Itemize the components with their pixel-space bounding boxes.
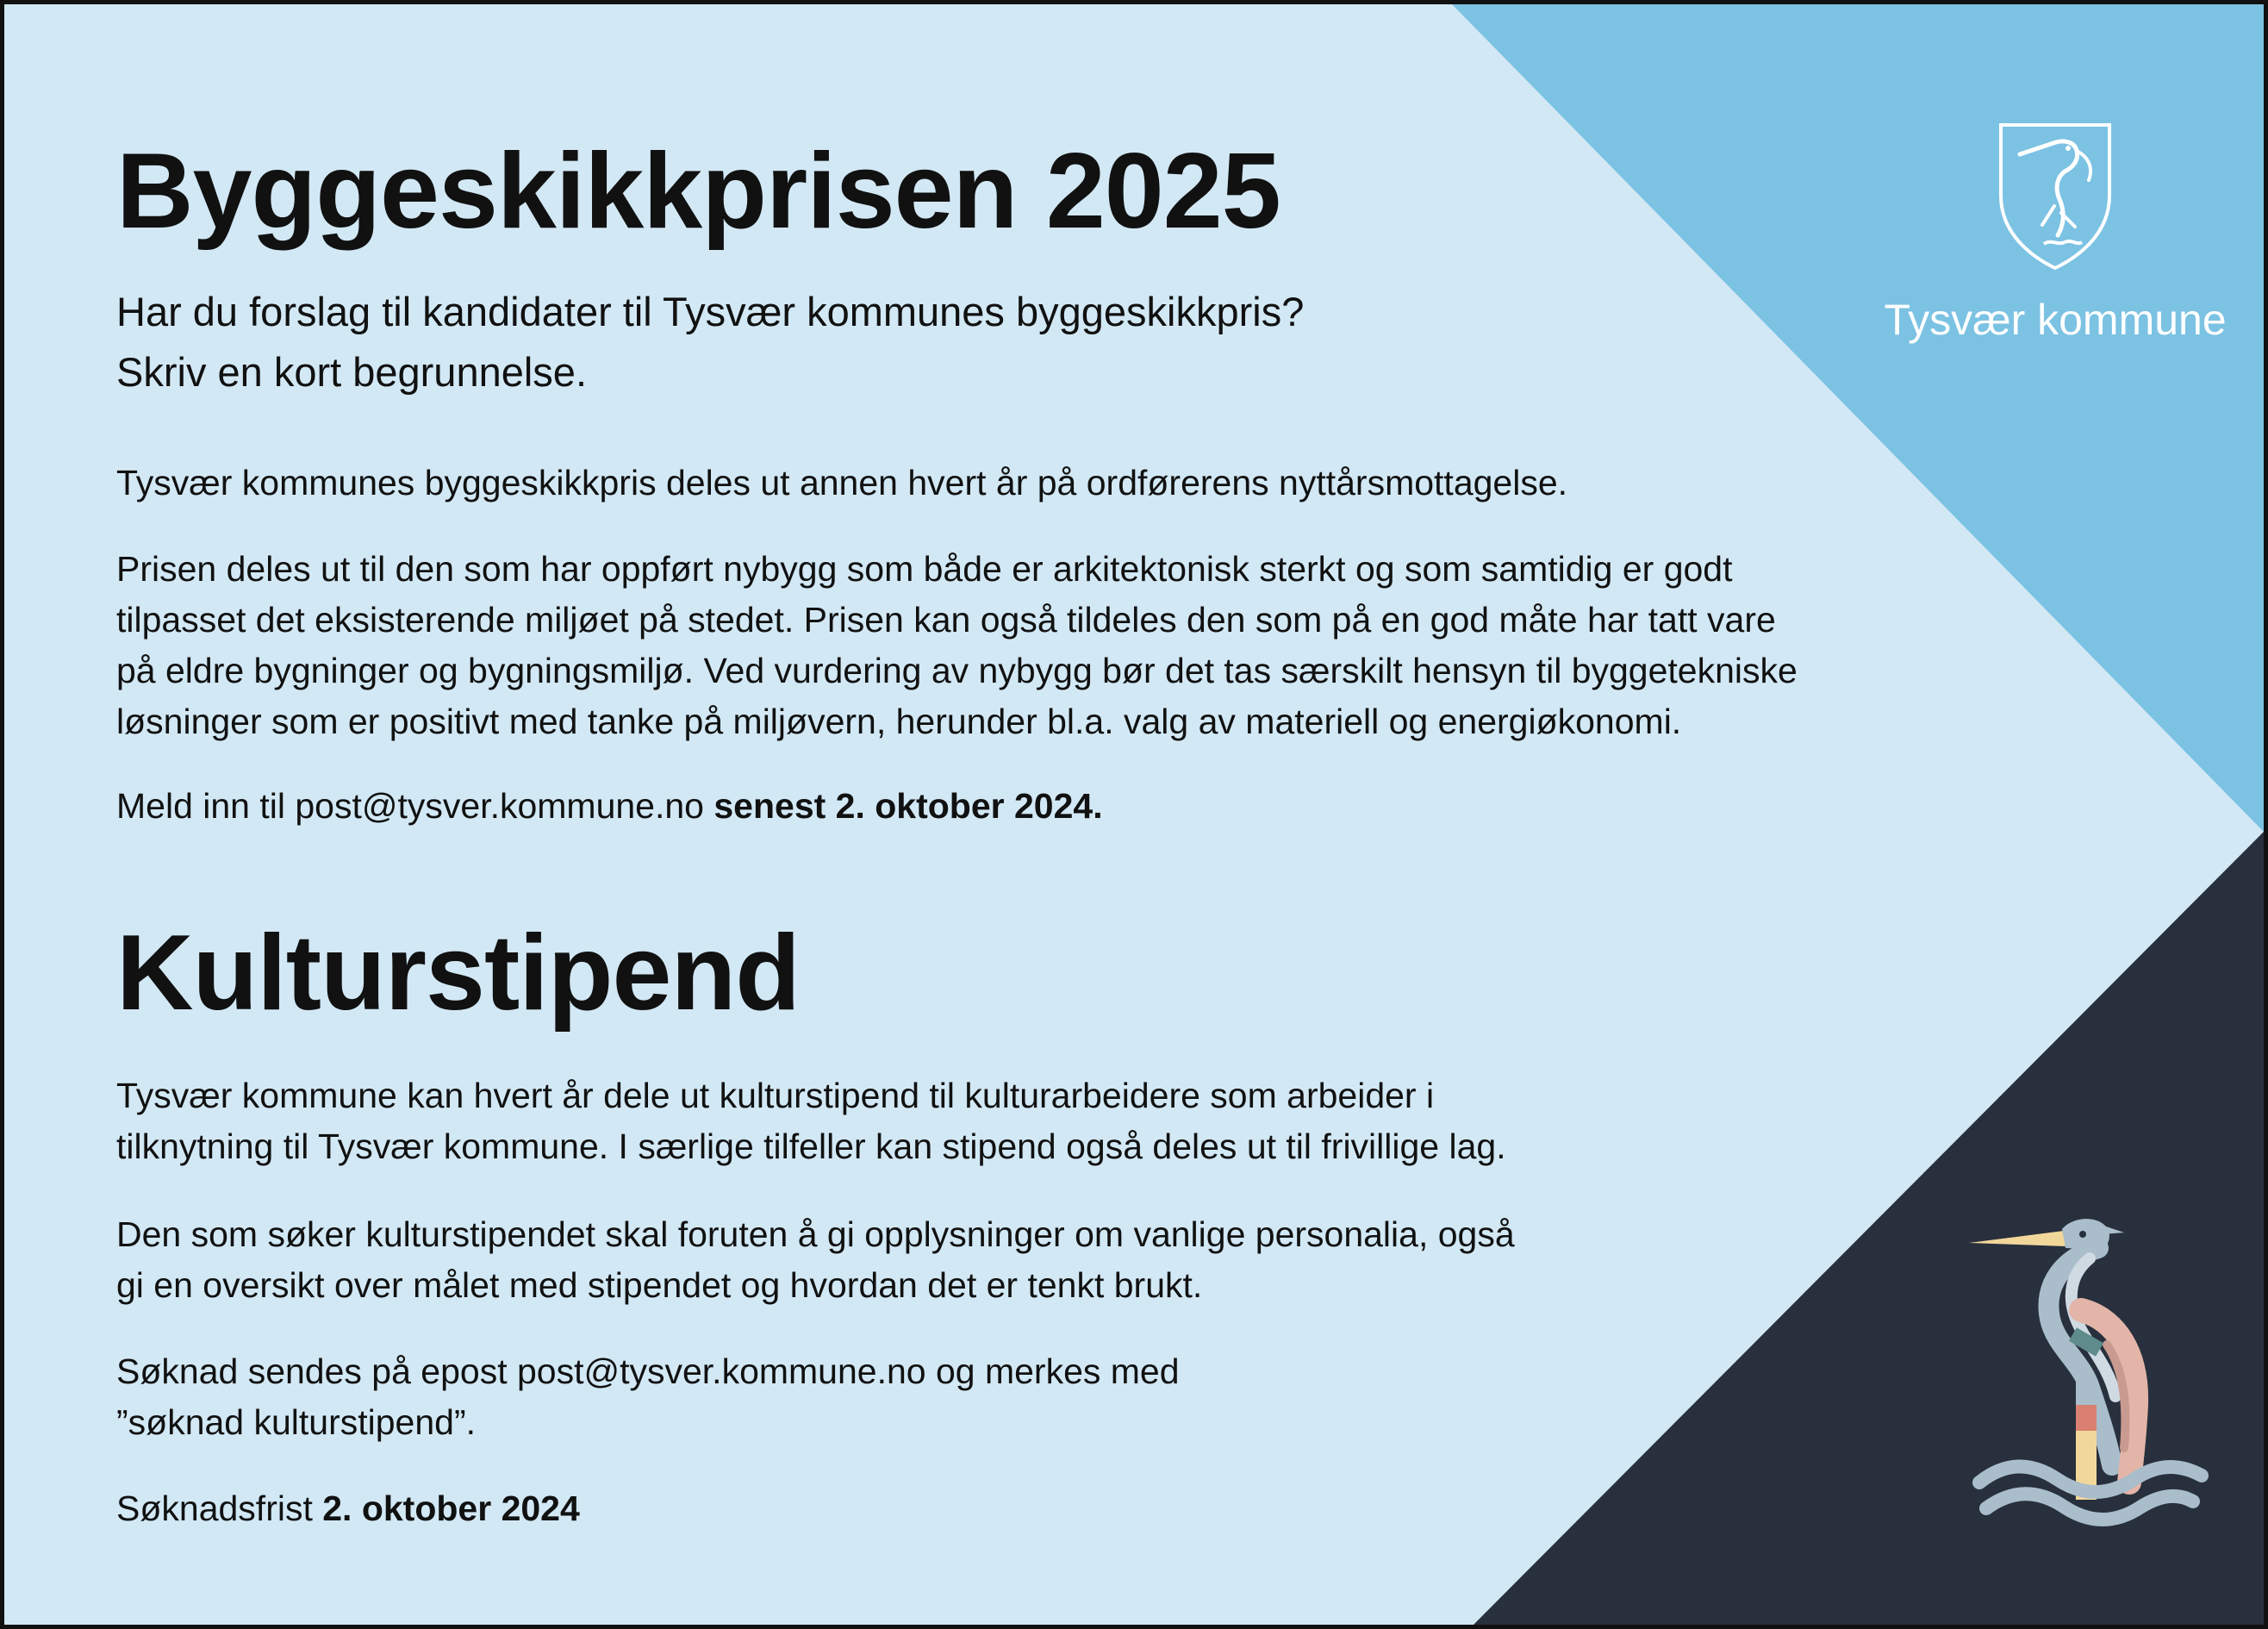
kulturstipend-paragraph-line: Søknad sendes på epost post@tysver.kommune.no og merkes med <box>116 1351 1180 1391</box>
byggeskikk-description-line: løsninger som er positivt med tanke på miljøvern, herunder bl.a. valg av materiell og energiøkonomi. <box>116 702 1682 741</box>
byggeskikk-subtitle <box>116 282 1304 403</box>
byggeskikk-description <box>116 544 1798 747</box>
byggeskikk-deadline-text: Meld inn til post@tysver.kommune.no <box>116 786 704 826</box>
byggeskikk-description-line: tilpasset det eksisterende miljøet på stedet. Prisen kan også tildeles den som på en god måte har tatt vare <box>116 600 1776 640</box>
kulturstipend-paragraph-1 <box>116 1070 1506 1172</box>
byggeskikk-description-line: på eldre bygninger og bygningsmiljø. Ved vurdering av nybygg bør det tas særskilt hensyn til byggetekniske <box>116 651 1798 690</box>
byggeskikk-description-line: Prisen deles ut til den som har oppført nybygg som både er arkitektonisk sterkt og som samtidig er godt <box>116 549 1733 589</box>
kulturstipend-paragraph-3 <box>116 1346 1180 1448</box>
heron-shield-icon <box>1991 116 2120 272</box>
kulturstipend-paragraph-line: gi en oversikt over målet med stipendet og hvordan det er tenkt brukt. <box>116 1265 1203 1305</box>
kulturstipend-paragraph-line: Tysvær kommune kan hvert år dele ut kulturstipend til kulturarbeidere som arbeider i <box>116 1076 1435 1115</box>
kulturstipend-deadline <box>116 1483 580 1534</box>
byggeskikk-intro: Tysvær kommunes byggeskikkpris deles ut annen hvert år på ordførerens nyttårsmottagelse. <box>116 463 1568 502</box>
byggeskikk-deadline-date: senest 2. oktober 2024. <box>713 786 1103 826</box>
kulturstipend-deadline-date: 2. oktober 2024 <box>322 1489 580 1528</box>
heron-illustration-icon <box>1960 1207 2210 1543</box>
byggeskikk-subtitle-line: Skriv en kort begrunnelse. <box>116 349 588 395</box>
byggeskikk-title: Byggeskikkprisen 2025 <box>116 132 1280 251</box>
municipality-name: Tysvær kommune <box>1884 296 2227 344</box>
byggeskikk-subtitle-line: Har du forslag til kandidater til Tysvær kommunes byggeskikkpris? <box>116 289 1305 334</box>
kulturstipend-paragraph-line: tilknytning til Tysvær kommune. I særlige tilfeller kan stipend også deles ut til frivillige lag. <box>116 1127 1506 1166</box>
municipality-logo <box>1848 116 2262 345</box>
kulturstipend-deadline-text: Søknadsfrist <box>116 1489 313 1528</box>
kulturstipend-paragraph-2 <box>116 1209 1515 1311</box>
kulturstipend-title: Kulturstipend <box>116 914 800 1033</box>
kulturstipend-paragraph-line: Den som søker kulturstipendet skal foruten å gi opplysninger om vanlige personalia, også <box>116 1214 1515 1254</box>
byggeskikk-deadline <box>116 781 1103 832</box>
kulturstipend-paragraph-line: ”søknad kulturstipend”. <box>116 1402 477 1442</box>
